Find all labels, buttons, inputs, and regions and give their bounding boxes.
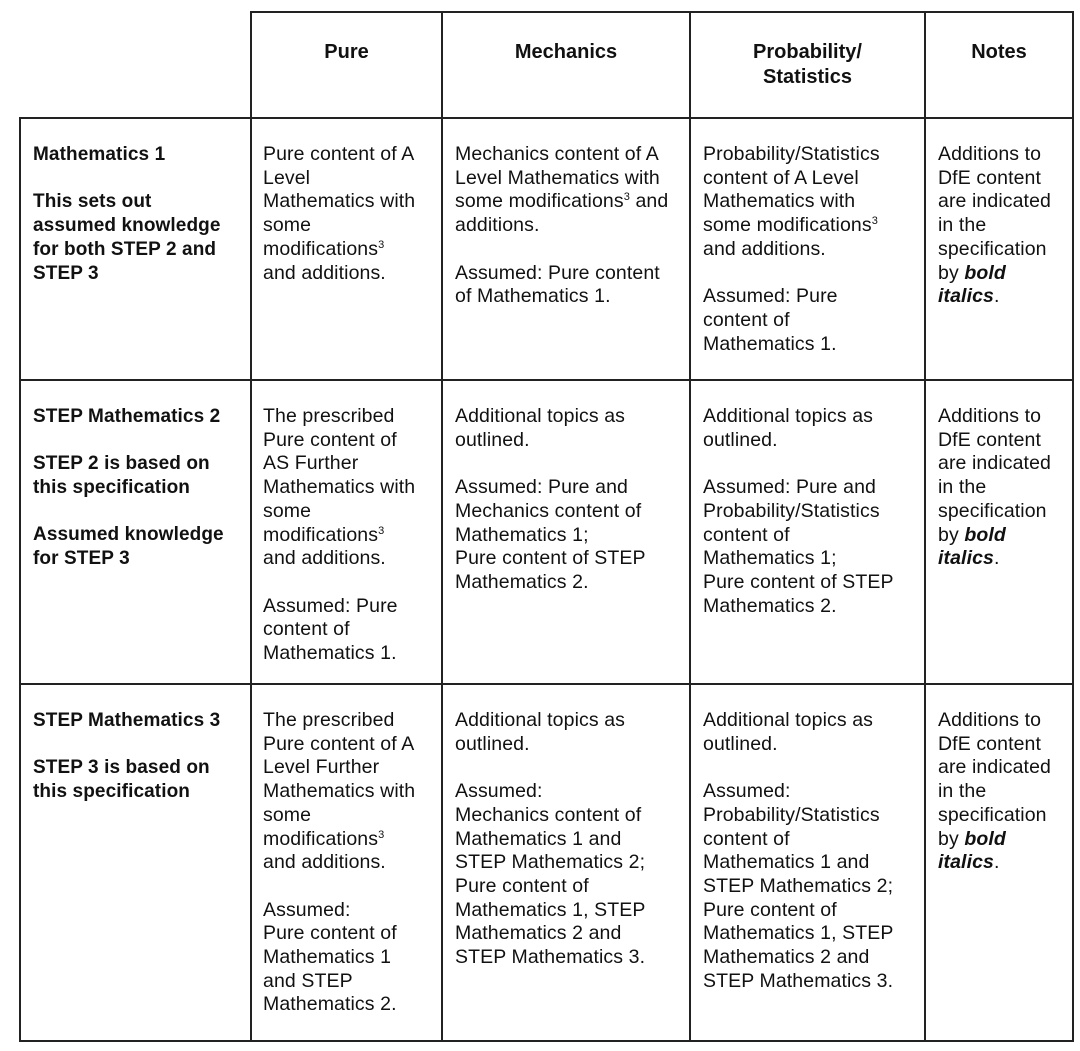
row3-prob-assumed: content of [703, 827, 790, 850]
row2-mech-assumed: Assumed: Pure and [455, 476, 628, 499]
row1-title: Mathematics 1 [33, 144, 166, 165]
row3-pure-cell [263, 709, 439, 1017]
row3-notes-line: Additions to [938, 709, 1042, 731]
row3-mech-assumed: Mathematics 2 and [455, 922, 622, 945]
grid-line-col1 [250, 11, 252, 1042]
row3-mech-assumed: STEP Mathematics 2; [455, 851, 646, 874]
row3-notes-text: . [993, 851, 1000, 874]
row2-pure-assumed: content of [263, 618, 350, 641]
row2-prob-line: Additional topics as [703, 405, 874, 427]
row2-pure-line: and additions. [263, 547, 386, 570]
row3-notes-cell [938, 709, 1070, 875]
row1-mech-assumed: of Mathematics 1. [455, 285, 611, 308]
footnote-ref: 3 [623, 191, 630, 204]
row2-pure-line: The prescribed [263, 405, 395, 427]
row3-prob-assumed: Mathematics 2 and [703, 946, 870, 969]
row3-mech-assumed: Mechanics content of [455, 803, 642, 826]
row1-prob-line: and additions. [703, 237, 826, 260]
row1-notes-line: Additions to [938, 143, 1042, 165]
row3-pure-line: some [263, 803, 312, 826]
row3-pure-assumed: Assumed: [263, 898, 351, 921]
row1-notes-line: are indicated [938, 190, 1051, 213]
row2-notes-line [938, 524, 1070, 548]
row2-prob-assumed: Pure content of STEP [703, 570, 894, 593]
row1-prob-assumed: Assumed: Pure [703, 285, 838, 308]
row1-notes-line [938, 285, 1070, 309]
row2-mech-assumed: Pure content of STEP [455, 547, 646, 570]
row3-prob-assumed: Assumed: [703, 780, 791, 803]
header-pure [252, 40, 441, 65]
row1-prob-line [703, 214, 922, 238]
row2-mech-assumed: Mathematics 1; [455, 523, 589, 546]
row2-notes-line: specification [938, 499, 1047, 522]
row1-pure-text: modifications [263, 237, 379, 260]
row3-prob-assumed: Mathematics 1, STEP [703, 922, 894, 945]
row3-notes-line: DfE content [938, 732, 1041, 755]
row3-notes-line [938, 851, 1070, 875]
row2-notes-line: Additions to [938, 405, 1042, 427]
row2-title: STEP Mathematics 2 [33, 406, 221, 427]
header-probstats-line1: Probability/ [753, 41, 862, 63]
row3-pure-assumed: Mathematics 1 [263, 946, 392, 969]
footnote-ref: 3 [378, 524, 385, 537]
row1-pure-line: Pure content of A [263, 143, 415, 165]
row1-pure-line: Level [263, 166, 311, 189]
row1-mech-line: Mechanics content of A [455, 143, 659, 165]
row3-prob-assumed: Probability/Statistics [703, 803, 880, 826]
row3-pure-text: modifications [263, 827, 379, 850]
row1-notes-text: by [938, 261, 965, 284]
row1-probstats-cell [703, 143, 922, 356]
row3-mech-line: outlined. [455, 732, 530, 755]
row2-label [33, 405, 247, 571]
row1-notes-line [938, 262, 1070, 286]
grid-line-col3 [689, 11, 691, 1042]
row2-prob-assumed: Mathematics 2. [703, 594, 837, 617]
row2-label-line: Assumed knowledge [33, 524, 224, 546]
row2-prob-assumed: content of [703, 523, 790, 546]
row3-mech-assumed: Pure content of [455, 874, 589, 897]
header-notes [926, 40, 1072, 65]
footnote-ref: 3 [378, 238, 385, 251]
grid-line-col2 [441, 11, 443, 1042]
row1-mech-line [455, 190, 687, 214]
row3-pure-line: Pure content of A [263, 732, 415, 755]
row3-mech-assumed: Mathematics 1, STEP [455, 898, 646, 921]
row3-mech-line: Additional topics as [455, 709, 626, 731]
row1-pure-line: and additions. [263, 261, 386, 284]
row1-prob-line: content of A Level [703, 166, 859, 189]
row2-notes-text: . [993, 547, 1000, 570]
row1-label-line: assumed knowledge [33, 215, 221, 237]
row2-label-line: STEP 2 is based on [33, 453, 210, 475]
row3-probstats-cell [703, 709, 922, 993]
row3-pure-assumed: Pure content of [263, 922, 397, 945]
row3-prob-line: Additional topics as [703, 709, 874, 731]
row1-mechanics-cell [455, 143, 687, 309]
row3-mech-assumed: Mathematics 1 and [455, 827, 622, 850]
row1-prob-text: some modifications [703, 214, 872, 237]
grid-line-top [250, 11, 1074, 13]
grid-line-left [19, 117, 21, 1042]
row2-prob-line: outlined. [703, 428, 778, 451]
row3-pure-line: Mathematics with [263, 780, 416, 803]
row2-probstats-cell [703, 405, 922, 618]
row2-notes-line: are indicated [938, 452, 1051, 475]
row2-mech-line: outlined. [455, 428, 530, 451]
row2-pure-cell [263, 405, 439, 666]
header-notes-label: Notes [971, 41, 1027, 63]
row2-pure-line [263, 524, 439, 548]
row1-notes-cell [938, 143, 1070, 309]
row3-label [33, 709, 247, 804]
row2-pure-text: modifications [263, 523, 379, 546]
row2-pure-assumed: Assumed: Pure [263, 594, 398, 617]
row1-notes-bold-italic: italics [938, 285, 994, 308]
row3-label-line: this specification [33, 781, 191, 803]
row3-prob-line: outlined. [703, 732, 778, 755]
row1-prob-line: Mathematics with [703, 190, 856, 213]
row1-pure-line [263, 238, 439, 262]
row3-pure-line: Level Further [263, 756, 380, 779]
row3-mech-assumed: Assumed: [455, 780, 543, 803]
row3-notes-bold-italic: bold [964, 827, 1006, 850]
row2-mech-line: Additional topics as [455, 405, 626, 427]
row1-label-line: This sets out [33, 191, 152, 213]
row2-label-line: for STEP 3 [33, 548, 130, 570]
footnote-ref: 3 [378, 828, 385, 841]
grid-line-col4 [924, 11, 926, 1042]
row3-mech-assumed: STEP Mathematics 3. [455, 946, 646, 969]
row1-pure-cell [263, 143, 439, 285]
row2-notes-bold-italic: italics [938, 547, 994, 570]
row2-label-line: this specification [33, 477, 191, 499]
row1-notes-text: . [993, 285, 1000, 308]
row1-pure-line: some [263, 214, 312, 237]
row1-notes-line: DfE content [938, 166, 1041, 189]
row2-pure-line: some [263, 499, 312, 522]
row2-notes-cell [938, 405, 1070, 571]
row2-notes-text: by [938, 523, 965, 546]
grid-line-header-bottom [19, 117, 1074, 119]
grid-line-bottom [19, 1040, 1074, 1042]
row3-pure-line: The prescribed [263, 709, 395, 731]
row1-mech-text: some modifications [455, 190, 624, 213]
row2-mech-assumed: Mathematics 2. [455, 570, 589, 593]
row3-pure-assumed: Mathematics 2. [263, 993, 397, 1016]
row3-notes-line: specification [938, 803, 1047, 826]
row3-mechanics-cell [455, 709, 687, 970]
row2-pure-assumed: Mathematics 1. [263, 642, 397, 665]
row3-prob-assumed: STEP Mathematics 3. [703, 969, 894, 992]
row2-prob-assumed: Mathematics 1; [703, 547, 837, 570]
row2-notes-line [938, 547, 1070, 571]
row3-notes-line [938, 828, 1070, 852]
header-pure-label: Pure [324, 41, 369, 63]
row1-label-line: for both STEP 2 and [33, 238, 217, 260]
row1-notes-bold-italic: bold [964, 261, 1006, 284]
row3-prob-assumed: Pure content of [703, 898, 837, 921]
row1-notes-line: specification [938, 237, 1047, 260]
row1-mech-line: Level Mathematics with [455, 166, 660, 189]
row3-label-line: STEP 3 is based on [33, 757, 210, 779]
row1-mech-text: and [629, 190, 669, 213]
row1-pure-line: Mathematics with [263, 190, 416, 213]
row2-prob-assumed: Probability/Statistics [703, 499, 880, 522]
row3-prob-assumed: Mathematics 1 and [703, 851, 870, 874]
row2-mechanics-cell [455, 405, 687, 595]
row3-title: STEP Mathematics 3 [33, 710, 221, 731]
row1-mech-line: additions. [455, 214, 540, 237]
header-probstats-line2: Statistics [763, 66, 852, 88]
row2-prob-assumed: Assumed: Pure and [703, 476, 876, 499]
row2-pure-line: AS Further [263, 452, 359, 475]
row3-notes-bold-italic: italics [938, 851, 994, 874]
row2-notes-line: DfE content [938, 428, 1041, 451]
row2-notes-bold-italic: bold [964, 523, 1006, 546]
row3-pure-line: and additions. [263, 851, 386, 874]
row1-label [33, 143, 247, 285]
grid-line-row2-bottom [19, 683, 1074, 685]
row2-mech-assumed: Mechanics content of [455, 499, 642, 522]
row3-notes-text: by [938, 827, 965, 850]
row1-notes-line: in the [938, 214, 987, 237]
row2-pure-line: Pure content of [263, 428, 397, 451]
row2-pure-line: Mathematics with [263, 476, 416, 499]
grid-line-row1-bottom [19, 379, 1074, 381]
row3-pure-line [263, 828, 439, 852]
header-mechanics-label: Mechanics [514, 41, 618, 63]
footnote-ref: 3 [871, 215, 878, 228]
header-probability-statistics [691, 40, 924, 90]
header-mechanics [443, 40, 689, 65]
row3-prob-assumed: STEP Mathematics 2; [703, 874, 894, 897]
row1-label-line: STEP 3 [33, 262, 99, 284]
row2-notes-line: in the [938, 476, 987, 499]
row1-prob-assumed: Mathematics 1. [703, 332, 837, 355]
row3-pure-assumed: and STEP [263, 969, 353, 992]
row1-mech-assumed: Assumed: Pure content [455, 261, 660, 284]
row1-prob-line: Probability/Statistics [703, 143, 880, 165]
row3-notes-line: in the [938, 780, 987, 803]
row1-prob-assumed: content of [703, 308, 790, 331]
row3-notes-line: are indicated [938, 756, 1051, 779]
grid-line-right [1072, 11, 1074, 1042]
